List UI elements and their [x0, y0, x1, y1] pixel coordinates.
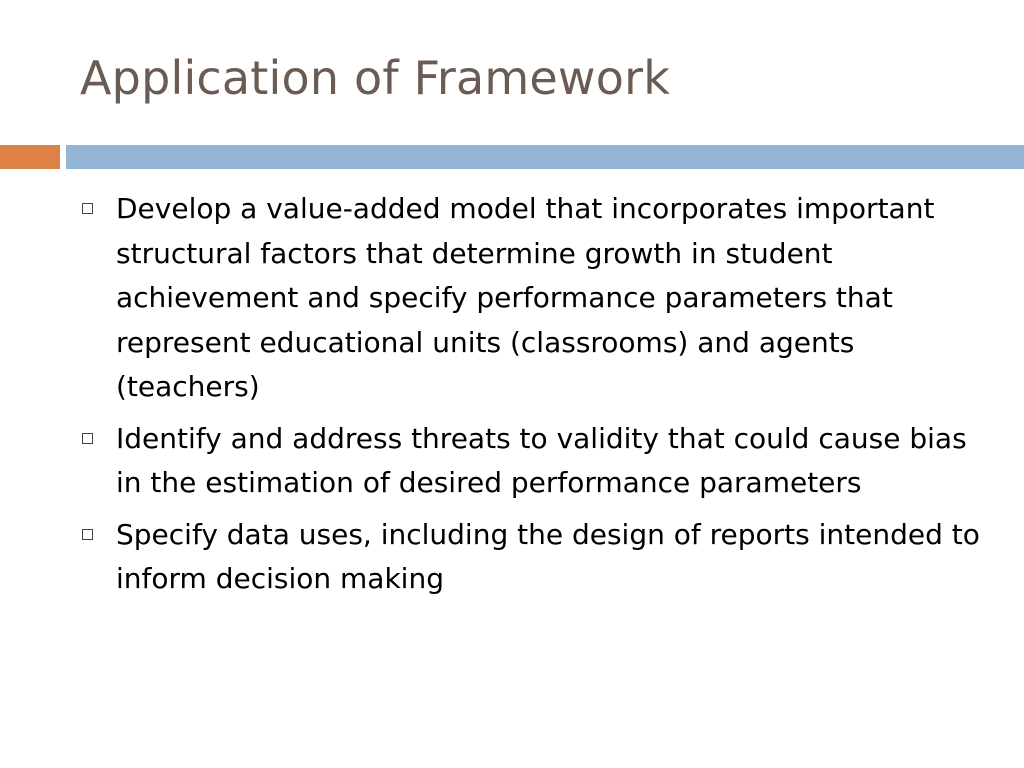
square-bullet-icon	[82, 203, 93, 214]
bullet-item	[80, 417, 980, 506]
bullet-item	[80, 513, 980, 602]
bullet-text: Identify and address threats to validity that could cause bias in the estimation of desired performance parameters	[116, 421, 967, 499]
square-bullet-icon	[82, 433, 93, 444]
bullet-text: Specify data uses, including the design of reports intended to inform decision making	[116, 517, 980, 595]
title-divider-bar	[66, 145, 1024, 169]
bullet-text: Develop a value-added model that incorporates important structural factors that determine growth in student achievement and specify performance parameters that represent educational units (classrooms) and agents (teachers)	[116, 192, 935, 403]
title-accent-bar	[0, 145, 60, 169]
bullet-list	[80, 187, 980, 609]
slide-title: Application of Framework	[80, 51, 671, 105]
bullet-item	[80, 187, 980, 410]
square-bullet-icon	[82, 529, 93, 540]
